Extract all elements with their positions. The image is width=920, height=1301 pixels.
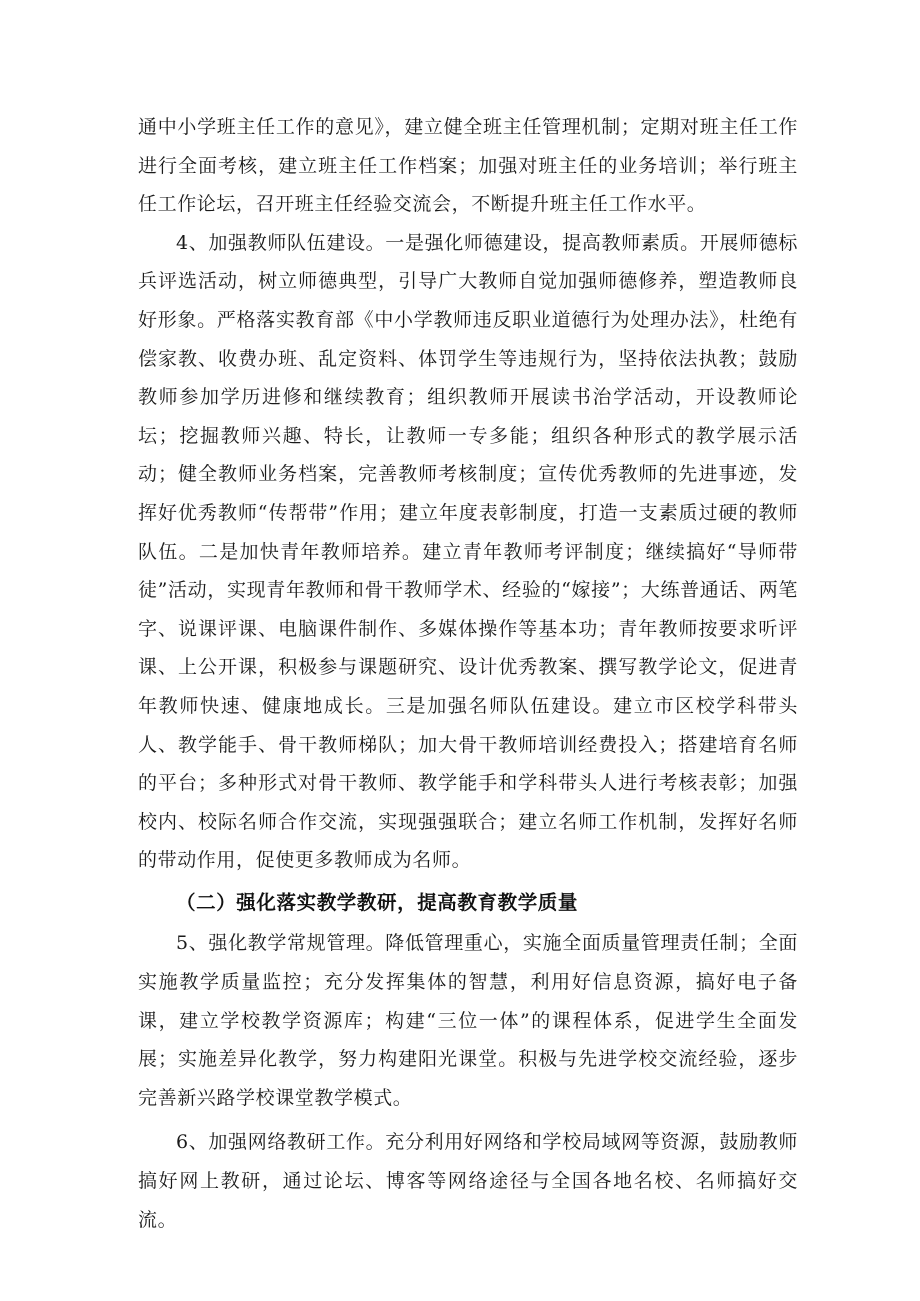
- paragraph-item-4: 4、加强教师队伍建设。一是强化师德建设，提高教师素质。开展师德标兵评选活动，树立师德典型，引导广大教师自觉加强师德修养，塑造教师良好形象。严格落实教育部《中小学教师违反职业道德行为处理办法》，杜绝有偿家教、收费办班、乱定资料、体罚学生等违规行为，坚持依法执教；鼓励教师参加学历进修和继续教育；组织教师开展读书治学活动，开设教师论坛；挖掘教师兴趣、特长，让教师一专多能；组织各种形式的教学展示活动；健全教师业务档案，完善教师考核制度；宣传优秀教师的先进事迹，发挥好优秀教师“传帮带”作用；建立年度表彰制度，打造一支素质过硬的教师队伍。二是加快青年教师培养。建立青年教师考评制度；继续搞好“导师带徒”活动，实现青年教师和骨干教师学术、经验的“嫁接”；大练普通话、两笔字、说课评课、电脑课件制作、多媒体操作等基本功；青年教师按要求听评课、上公开课，积极参与课题研究、设计优秀教案、撰写教学论文，促进青年教师快速、健康地成长。三是加强名师队伍建设。建立市区校学科带头人、教学能手、骨干教师梯队；加大骨干教师培训经费投入；搭建培育名师的平台；多种形式对骨干教师、教学能手和学科带头人进行考核表彰；加强校内、校际名师合作交流，实现强强联合；建立名师工作机制，发挥好名师的带动作用，促使更多教师成为名师。: [138, 231, 798, 872]
- paragraph-item-5: 5、强化教学常规管理。降低管理重心，实施全面质量管理责任制；全面实施教学质量监控；充分发挥集体的智慧，利用好信息资源，搞好电子备课，建立学校教学资源库；构建“三位一体”的课程体系，促进学生全面发展；实施差异化教学，努力构建阳光课堂。积极与先进学校交流经验，逐步完善新兴路学校课堂教学模式。: [138, 932, 798, 1109]
- paragraph-item-6: 6、加强网络教研工作。充分利用好网络和学校局域网等资源，鼓励教师搞好网上教研，通过论坛、博客等网络途径与全国各地名校、名师搞好交流。: [138, 1131, 798, 1231]
- paragraph-continued: 通中小学班主任工作的意见》，建立健全班主任管理机制；定期对班主任工作进行全面考核，建立班主任工作档案；加强对班主任的业务培训；举行班主任工作论坛，召开班主任经验交流会，不断提升班主任工作水平。: [138, 116, 798, 216]
- document-body: [138, 108, 798, 1239]
- section-heading: （二）强化落实教学教研，提高教育教学质量: [176, 890, 579, 914]
